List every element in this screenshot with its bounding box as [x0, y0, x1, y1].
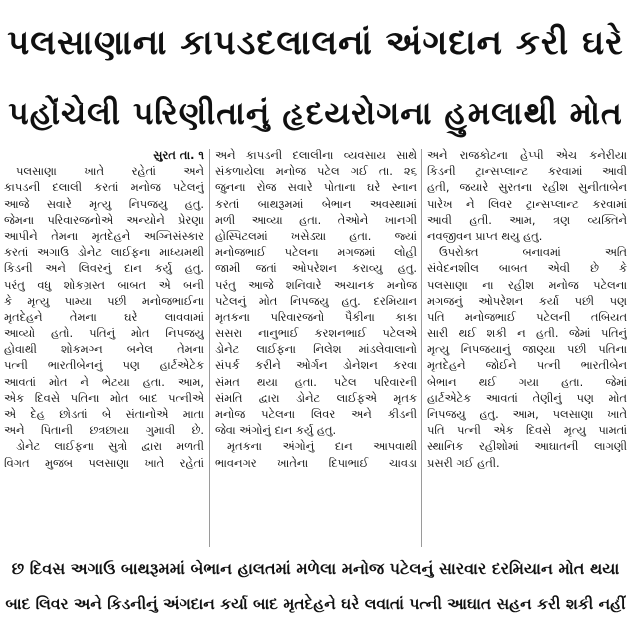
headline-line-2: પહોંચેલી પરિણીતાનું હૃદયરોગના હુમલાથી મોત: [8, 96, 623, 132]
article-column-2: [215, 147, 417, 550]
article-text-line: મનોજ પટેલના લિવર અને કીડની: [215, 407, 417, 421]
article-text-line: કરતાં અગાઉ ડોનેટ લાઈફના માધ્યમથી: [4, 245, 204, 260]
article-text-line: જેમના પરિવારજનોએ અન્યોને પ્રેરણા: [4, 212, 204, 227]
article-text-line: પતિ પત્ની એક દિવસે મૃત્યુ પામતાં: [427, 423, 627, 438]
article-text-line: નવજીવન પ્રાપ્ત થયુ હતુ.: [427, 228, 543, 243]
article-text-line: મૃતકના પરિવારજનો પૈકીના કાકા: [215, 309, 417, 324]
article-text-line: આવ્યો હતો. પતિનું મોત નિપજયુ: [4, 326, 204, 341]
article-text-line: નિપજયુ હતુ. આમ, પલસાણા ખાતે: [427, 407, 627, 421]
article-text-line: ડોનેટ લાઈફના નિલેશ માંડલેવાલાનો: [215, 342, 417, 357]
article-text-line: વિગત મુજબ પલસાણા ખાતે રહેતાં: [4, 455, 204, 470]
article-text-line: કે મૃત્યુ પામ્યા પછી મનોજભાઈના: [4, 293, 204, 308]
article-text-line: હાર્ટએટેક આવતાં તેણીનું પણ મોત: [427, 390, 627, 405]
article-text-line: મગજનું ઓપરેશન કર્યા પછી પણ: [427, 293, 627, 308]
column-divider: [421, 149, 422, 547]
article-text-line: હોવાથી શોકમગ્ન બનેલ તેમના: [4, 342, 204, 357]
article-text-line: આવતાં મોત ને ભેટયા હતા. આમ,: [4, 374, 204, 389]
article-column-1: [4, 147, 204, 550]
article-text-line: પતિ મનોજભાઈ પટેલની તબિયત: [427, 309, 627, 324]
article-text-line: પારેખ ને લિવર ટ્રાન્સપ્લાન્ટ કરવામાં: [427, 196, 627, 211]
article-text-line: મૃત્યુ નિપજયાનું જાણ્યા પછી પતિના: [427, 342, 627, 357]
article-text-line: પત્ની ભારતીબેનનું પણ હાર્ટએટેક: [4, 358, 204, 373]
article-text-line: કિડની અને લિવરનું દાન કર્યુ હતુ.: [4, 261, 204, 276]
article-text-line: ઉપરોક્ત બનાવમાં અતિ: [439, 245, 627, 260]
article-text-line: સંકળાયેલા મનોજ પટેલ ગઈ તા. ૨૬: [215, 164, 417, 179]
article-text-line: જુનના રોજ સવારે પોતાના ઘરે સ્નાન: [215, 180, 417, 195]
article-text-line: કિડની ટ્રાન્સપ્લાન્ટ કરવામાં આવી: [427, 164, 627, 179]
article-text-line: કાપડની દલાલી કરતાં મનોજ પટેલનું: [4, 180, 204, 195]
article-text-line: મૃતદેહને જોઈને પત્ની ભારતીબેન: [427, 358, 627, 373]
article-text-line: હોસ્પિટલમાં ખસેડ્યા હતા. જ્યાં: [215, 228, 417, 243]
article-text-line: સંપર્ક કરીને ઓર્ગન ડોનેશન કરવા: [215, 358, 417, 373]
subheadline-line-1: છ દિવસ અગાઉ બાથરૂમમાં બેભાન હાલતમાં મળેલા મનોજ પટેલનું સારવાર દરમિયાન મોત થયા: [11, 559, 620, 578]
article-column-3: [427, 147, 627, 550]
article-text-line: મૃતકના અંગોનું દાન આપવાથી: [227, 439, 417, 454]
article-text-line: મનોજભાઈ પટેલના મગજમાં લોહી: [215, 245, 417, 260]
article-text-line: અને રાજકોટના હેપ્પી એચ કનેરીયા: [427, 148, 627, 162]
article-text-line: પલસાણા ના રહીશ મનોજ પટેલના: [427, 277, 627, 292]
article-body: [4, 147, 627, 550]
article-text-line: સારી થઈ શકી ન હતી. જેમાં પતિનું: [427, 326, 627, 341]
article-text-line: પલસાણા ખાતે રહેતાં અને: [16, 164, 204, 179]
article-text-line: પ્રસરી ગઈ હતી.: [427, 455, 500, 470]
subheadline-line-2: બાદ લિવર અને કિડનીનું અંગદાન કર્યા બાદ મૃતદેહને ઘરે લવાતાં પત્ની આઘાત સહન કરી શકી નહીં: [5, 595, 626, 613]
article-text-line: બેભાન થઈ ગયા હતા. જેમાં: [427, 374, 627, 389]
article-text-line: એક દિવસે પતિના મોત બાદ પત્નીએ: [4, 390, 204, 405]
article-text-line: સ્થાનિક રહીશોમાં આઘાતની લાગણી: [427, 439, 627, 454]
dateline: સુરત તા. ૧: [153, 148, 204, 162]
article-text-line: આજે સવારે મૃત્યુ નિપજયુ હતુ.: [4, 196, 204, 211]
article-text-line: સંવેદનશીલ બાબત એવી છે કે: [427, 261, 627, 276]
headline-line-1: પલસાણાના કાપડદલાલનાં અંગદાન કરી ઘરે: [7, 23, 624, 63]
article-text-line: આવી હતી. આમ, ત્રણ વ્યક્તિને: [427, 212, 627, 227]
article-text-line: હતી, જયારે સુરતના રહીશ સુનીતાબેન: [427, 180, 627, 195]
article-text-line: આપીને તેમના મૃતદેહને અગ્નિસંસ્કાર: [4, 228, 204, 243]
article-text-line: અને પિતાની છત્રછાયા ગુમાવી છે.: [4, 423, 204, 438]
article-text-line: પટેલનું મોત નિપજયુ હતુ. દરમિયાન: [215, 293, 417, 308]
article-text-line: ભાવનગર ખાતેના દિપાભાઈ ચાવડા: [215, 455, 417, 470]
article-text-line: મળી આવ્યા હતા. તેઓને ખાનગી: [215, 212, 417, 227]
article-text-line: પરંતુ વધુ શોકગ્રસ્ત બાબત એ બની: [4, 277, 204, 292]
column-divider: [209, 149, 210, 547]
article-text-line: જામી જતાં ઓપરેશન કરાવ્યુ હતુ.: [215, 261, 417, 276]
article-text-line: સંમતિ દ્વારા ડોનેટ લાઈફએ મૃતક: [215, 390, 417, 405]
article-text-line: પરંતુ આજે શનિવારે અચાનક મનોજ: [215, 277, 417, 292]
article-text-line: કરતાં બાથરૂમમાં બેભાન અવસ્થામાં: [215, 196, 417, 211]
article-text-line: સસરા નાનુભાઈ કરશનભાઈ પટેલએ: [215, 326, 417, 341]
article-text-line: ડોનેટ લાઈફના સુત્રો દ્વારા મળતી: [16, 439, 204, 454]
article-text-line: એ દેહ છોડતાં બે સંતાનોએ માતા: [4, 407, 204, 421]
article-text-line: જેવા અંગોનું દાન કર્યુ હતુ.: [215, 423, 337, 438]
article-text-line: મૃતદેહને તેમના ઘરે લાવવામાં: [4, 309, 204, 324]
article-text-line: સંમત થયા હતા. પટેલ પરિવારની: [215, 374, 417, 389]
article-text-line: અને કાપડની દલાલીના વ્યવસાય સાથે: [215, 148, 417, 162]
